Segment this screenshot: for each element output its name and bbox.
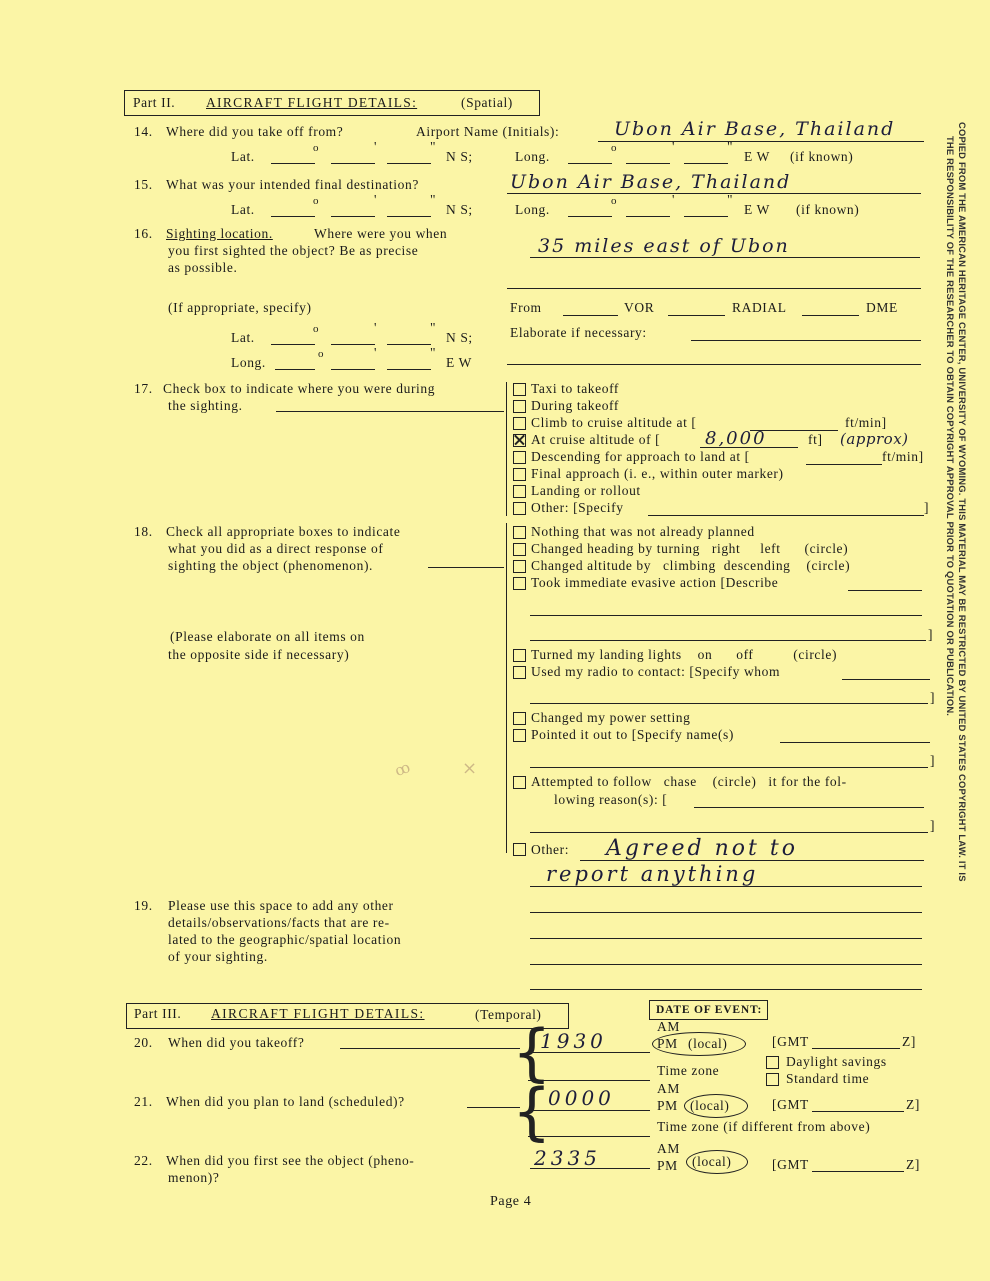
q22-time-value: 2335 — [534, 1146, 601, 1170]
q14-long-min-field[interactable] — [626, 163, 670, 164]
q15-long-deg-field[interactable] — [568, 216, 612, 217]
q17-other-bracket: ] — [924, 500, 930, 515]
q19-field-4[interactable] — [530, 989, 922, 990]
degree-mark: o — [313, 195, 320, 207]
q17-other-field[interactable] — [648, 515, 924, 516]
part3-title: AIRCRAFT FLIGHT DETAILS: — [211, 1006, 425, 1021]
q18-checkbox-evasive[interactable] — [513, 577, 526, 590]
q15-number: 15. — [134, 177, 153, 192]
part2-subtitle: (Spatial) — [461, 95, 513, 110]
q21-local: (local) — [690, 1098, 730, 1113]
q15-long-sec-field[interactable] — [684, 216, 728, 217]
q18-other-value-2: report anything — [546, 862, 759, 886]
q20-time-value: 1930 — [540, 1029, 607, 1053]
q20-gmt-field[interactable] — [812, 1048, 900, 1049]
q16-location-field[interactable] — [530, 257, 920, 258]
q16-radial: RADIAL — [732, 300, 787, 315]
degree-mark: o — [313, 323, 320, 335]
q15-long-min-field[interactable] — [626, 216, 670, 217]
q19-number: 19. — [134, 898, 153, 913]
q21-gmt: [GMT — [772, 1097, 809, 1112]
q16-long-deg-field[interactable] — [275, 369, 315, 370]
q15-ns: N S; — [446, 202, 473, 217]
q16-specify: (If appropriate, specify) — [168, 300, 312, 315]
part2-title: AIRCRAFT FLIGHT DETAILS: — [206, 95, 418, 110]
q14-if-known: (if known) — [790, 149, 854, 164]
q14-airport-value: Ubon Air Base, Thailand — [614, 118, 896, 140]
q18-checkbox-radio[interactable] — [513, 666, 526, 679]
q16-number: 16. — [134, 226, 153, 241]
q17-cruise-note: (approx) — [840, 430, 909, 448]
daylight-savings-checkbox[interactable] — [766, 1056, 779, 1069]
second-mark: " — [430, 320, 437, 335]
q22-gmt: [GMT — [772, 1157, 809, 1172]
second-mark: " — [727, 192, 734, 207]
q15-ew: E W — [744, 202, 770, 217]
q18-checkbox-other[interactable] — [513, 843, 526, 856]
q16-label: Sighting location. — [166, 226, 273, 241]
q14-number: 14. — [134, 124, 153, 139]
part3-subtitle: (Temporal) — [475, 1007, 542, 1022]
degree-mark: o — [611, 142, 618, 154]
q18-number: 18. — [134, 524, 153, 539]
q20-leader-line — [340, 1048, 520, 1049]
q14-lat-min-field[interactable] — [331, 163, 375, 164]
q16-from-field[interactable] — [563, 315, 618, 316]
q19-field-1[interactable] — [530, 912, 922, 913]
q18-option-radio: Used my radio to contact: [Specify whom — [531, 664, 781, 679]
q18-pointed-field-2[interactable] — [530, 767, 928, 768]
second-mark: " — [430, 345, 437, 360]
q17-cruise-unit: ft] — [808, 432, 823, 447]
q22-z: Z] — [906, 1157, 920, 1172]
q14-lat-deg-field[interactable] — [271, 163, 315, 164]
minute-mark: ' — [374, 192, 378, 207]
minute-mark: ' — [672, 192, 676, 207]
q16-vor: VOR — [624, 300, 655, 315]
q16-lat-sec-field[interactable] — [387, 344, 431, 345]
q14-airport-label: Airport Name (Initials): — [416, 124, 560, 139]
q16-line1: Where were you when — [314, 226, 448, 241]
q16-long-label: Long. — [231, 355, 266, 370]
q21-pm: PM — [657, 1098, 678, 1113]
q18-option-altitude: Changed altitude by climbing descending (circle) — [531, 558, 851, 573]
q18-option-power: Changed my power setting — [531, 710, 691, 725]
minute-mark: ' — [672, 139, 676, 154]
q21-time-field[interactable] — [528, 1110, 650, 1111]
date-of-event-label: DATE OF EVENT: — [656, 1004, 763, 1016]
q14-long-label: Long. — [515, 149, 550, 164]
second-mark: " — [430, 139, 437, 154]
q21-brace: { — [512, 1075, 552, 1148]
q15-question: What was your intended final destination? — [166, 177, 419, 192]
q18-checkbox-altitude[interactable] — [513, 560, 526, 573]
q22-pm: PM — [657, 1158, 678, 1173]
q17-checkbox-climb[interactable] — [513, 417, 526, 430]
q14-airport-field[interactable] — [598, 141, 924, 142]
q16-radial-field[interactable] — [802, 315, 859, 316]
q17-leader-line — [276, 411, 504, 412]
q16-elaborate: Elaborate if necessary: — [510, 325, 647, 340]
q18-follow-field[interactable] — [694, 807, 924, 808]
q17-option-descending: Descending for approach to land at [ — [531, 449, 750, 464]
q15-lat-sec-field[interactable] — [387, 216, 431, 217]
q15-if-known: (if known) — [796, 202, 860, 217]
q17-option-final: Final approach (i. e., within outer marker) — [531, 466, 784, 481]
q18-option-lights: Turned my landing lights on off (circle) — [531, 647, 838, 662]
minute-mark: ' — [374, 139, 378, 154]
q18-option-follow: Attempted to follow chase (circle) it for the fol- — [531, 774, 847, 789]
copyright-line-1: COPIED FROM THE AMERICAN HERITAGE CENTER, UNIVERSITY OF WYOMING. THIS MATERIAL MAY BE RESTRICTED BY UNITED STATES COPYRIGHT LAW. IT IS — [957, 122, 968, 882]
second-mark: " — [727, 139, 734, 154]
q20-local: (local) — [688, 1036, 728, 1051]
q17-checkbox-takeoff[interactable] — [513, 400, 526, 413]
q15-lat-deg-field[interactable] — [271, 216, 315, 217]
q16-elaborate-field[interactable] — [691, 340, 921, 341]
bleed-mark: × — [462, 758, 478, 779]
q18-option-pointed: Pointed it out to [Specify name(s) — [531, 727, 734, 742]
part2-label: Part II. — [133, 95, 176, 110]
q18-follow-bracket: ] — [930, 818, 936, 833]
bleed-mark: ꝏ — [392, 757, 413, 781]
q17-option-taxi: Taxi to takeoff — [531, 381, 620, 396]
q17-number: 17. — [134, 381, 153, 396]
q18-note1: (Please elaborate on all items on — [170, 629, 365, 644]
part3-label: Part III. — [134, 1006, 182, 1021]
q18-line3: sighting the object (phenomenon). — [168, 558, 374, 573]
q22-line1: When did you first see the object (pheno- — [166, 1153, 415, 1168]
minute-mark: ' — [374, 345, 378, 360]
q17-checkbox-taxi[interactable] — [513, 383, 526, 396]
q16-location-value: 35 miles east of Ubon — [538, 235, 790, 257]
q15-long-label: Long. — [515, 202, 550, 217]
q17-option-takeoff: During takeoff — [531, 398, 620, 413]
q17-option-cruise: At cruise altitude of [ — [531, 432, 661, 447]
q18-line2: what you did as a direct response of — [168, 541, 384, 556]
q18-bracket — [506, 523, 507, 853]
q15-destination-field[interactable] — [507, 193, 921, 194]
q16-elaborate-field-2[interactable] — [507, 364, 921, 365]
q17-line1: Check box to indicate where you were during — [163, 381, 436, 396]
q17-option-other: Other: [Specify — [531, 500, 624, 515]
q18-radio-field[interactable] — [842, 679, 930, 680]
q21-question: When did you plan to land (scheduled)? — [166, 1094, 405, 1109]
q17-bracket — [506, 382, 507, 516]
degree-mark: o — [318, 348, 325, 360]
q18-pointed-bracket: ] — [930, 753, 936, 768]
q22-line2: menon)? — [168, 1170, 220, 1185]
q18-evasive-field[interactable] — [848, 590, 922, 591]
q18-follow-reason: lowing reason(s): [ — [554, 792, 668, 807]
q18-radio-bracket: ] — [930, 690, 936, 705]
q20-brace: { — [512, 1016, 552, 1089]
second-mark: " — [430, 192, 437, 207]
q16-lat-label: Lat. — [231, 330, 255, 345]
q19-line3: lated to the geographic/spatial location — [168, 932, 402, 947]
q20-pm: PM — [657, 1036, 678, 1051]
q17-checkbox-descending[interactable] — [513, 451, 526, 464]
q15-lat-min-field[interactable] — [331, 216, 375, 217]
q18-option-heading: Changed heading by turning right left (circle) — [531, 541, 849, 556]
q19-line1: Please use this space to add any other — [168, 898, 394, 913]
q17-cruise-value: 8,000 — [705, 428, 767, 449]
q21-number: 21. — [134, 1094, 153, 1109]
q16-from: From — [510, 300, 542, 315]
q20-question: When did you takeoff? — [168, 1035, 305, 1050]
q17-descend-field[interactable] — [806, 464, 882, 465]
q16-long-sec-field[interactable] — [387, 369, 431, 370]
q21-time-field-2[interactable] — [528, 1136, 650, 1137]
q18-checkbox-power[interactable] — [513, 712, 526, 725]
q16-line2: you first sighted the object? Be as precise — [168, 243, 419, 258]
q18-note2: the opposite side if necessary) — [168, 647, 350, 662]
q14-ew: E W — [744, 149, 770, 164]
q21-gmt-field[interactable] — [812, 1111, 904, 1112]
q17-checkbox-landing[interactable] — [513, 485, 526, 498]
q16-dme: DME — [866, 300, 898, 315]
q21-local-circle — [684, 1094, 748, 1118]
q20-time-zone: Time zone — [657, 1063, 720, 1078]
minute-mark: ' — [374, 320, 378, 335]
daylight-savings-label: Daylight savings — [786, 1054, 887, 1069]
q17-option-climb: Climb to cruise altitude at [ — [531, 415, 697, 430]
q22-local: (local) — [692, 1154, 732, 1169]
q19-line2: details/observations/facts that are re- — [168, 915, 390, 930]
q18-checkbox-nothing[interactable] — [513, 526, 526, 539]
q16-ns: N S; — [446, 330, 473, 345]
q21-am: AM — [657, 1081, 680, 1096]
q16-lat-deg-field[interactable] — [271, 344, 315, 345]
degree-mark: o — [313, 142, 320, 154]
q17-checkbox-final[interactable] — [513, 468, 526, 481]
q19-field-3[interactable] — [530, 964, 922, 965]
q18-follow-field-2[interactable] — [530, 832, 928, 833]
q14-lat-label: Lat. — [231, 149, 255, 164]
q22-local-circle — [686, 1150, 748, 1174]
q16-long-min-field[interactable] — [331, 369, 375, 370]
q18-checkbox-follow[interactable] — [513, 776, 526, 789]
q18-other-field-2[interactable] — [530, 886, 922, 887]
q18-evasive-field-2[interactable] — [530, 615, 922, 616]
q18-option-evasive: Took immediate evasive action [Describe — [531, 575, 779, 590]
copyright-notice — [944, 122, 968, 882]
q15-lat-label: Lat. — [231, 202, 255, 217]
q22-number: 22. — [134, 1153, 153, 1168]
q14-lat-sec-field[interactable] — [387, 163, 431, 164]
q16-line3: as possible. — [168, 260, 238, 275]
q22-am: AM — [657, 1141, 680, 1156]
q14-long-deg-field[interactable] — [568, 163, 612, 164]
degree-mark: o — [611, 195, 618, 207]
q18-option-nothing: Nothing that was not already planned — [531, 524, 755, 539]
q18-line1: Check all appropriate boxes to indicate — [166, 524, 401, 539]
q15-destination-value: Ubon Air Base, Thailand — [510, 171, 792, 193]
q18-checkbox-pointed[interactable] — [513, 729, 526, 742]
q20-am: AM — [657, 1019, 680, 1034]
q14-question: Where did you take off from? — [166, 124, 344, 139]
q17-checkbox-other[interactable] — [513, 502, 526, 515]
q16-vor-field[interactable] — [668, 315, 725, 316]
q18-evasive-bracket: ] — [928, 627, 934, 642]
q20-number: 20. — [134, 1035, 153, 1050]
q14-long-sec-field[interactable] — [684, 163, 728, 164]
q18-checkbox-heading[interactable] — [513, 543, 526, 556]
page-number: Page 4 — [490, 1194, 532, 1209]
q17-line2: the sighting. — [168, 398, 243, 413]
q22-gmt-field[interactable] — [812, 1171, 904, 1172]
q18-radio-field-2[interactable] — [530, 703, 928, 704]
q21-z: Z] — [906, 1097, 920, 1112]
q21-time-zone: Time zone (if different from above) — [657, 1119, 871, 1134]
standard-time-label: Standard time — [786, 1071, 870, 1086]
q16-ew: E W — [446, 355, 472, 370]
q16-location-field-2[interactable] — [507, 288, 921, 289]
q20-gmt: [GMT — [772, 1034, 809, 1049]
copyright-line-2: THE RESPONSIBILITY OF THE RESEARCHER TO OBTAIN COPYRIGHT APPROVAL PRIOR TO QUOTATION OR PUBLICATION. — [945, 136, 956, 717]
q17-descend-unit: ft/min] — [882, 449, 924, 464]
q17-option-landing: Landing or rollout — [531, 483, 641, 498]
q18-pointed-field[interactable] — [780, 742, 930, 743]
q19-field-2[interactable] — [530, 938, 922, 939]
q18-option-other: Other: — [531, 842, 570, 857]
q20-z: Z] — [902, 1034, 916, 1049]
q17-checkbox-cruise-checked[interactable] — [513, 434, 526, 447]
q21-time-value: 0000 — [548, 1086, 615, 1110]
q14-ns: N S; — [446, 149, 473, 164]
q19-line4: of your sighting. — [168, 949, 268, 964]
standard-time-checkbox[interactable] — [766, 1073, 779, 1086]
q18-other-value-1: Agreed not to — [606, 836, 798, 861]
q17-climb-unit: ft/min] — [845, 415, 887, 430]
q18-evasive-field-3[interactable] — [530, 640, 926, 641]
q16-lat-min-field[interactable] — [331, 344, 375, 345]
q18-leader-line — [428, 567, 504, 568]
q18-checkbox-lights[interactable] — [513, 649, 526, 662]
q20-pm-local-circle — [652, 1032, 746, 1056]
